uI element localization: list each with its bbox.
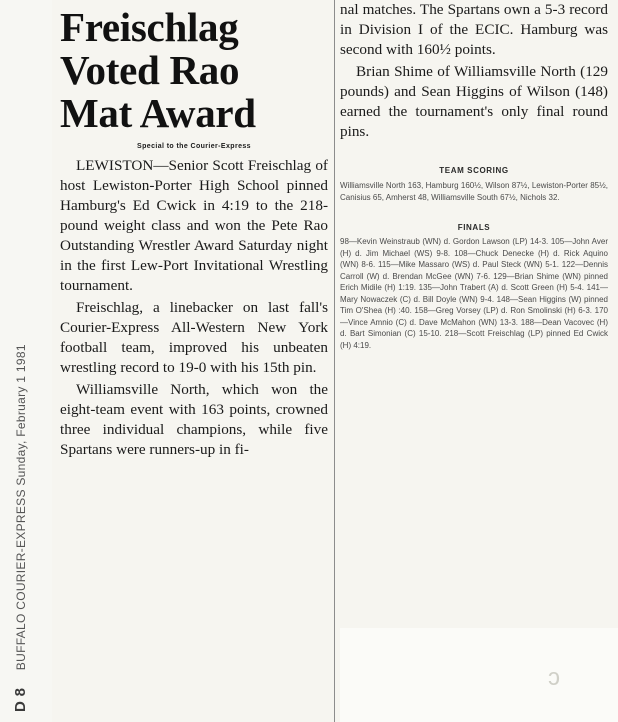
team-scoring-list: Williamsville North 163, Hamburg 160½, Wilson 87½, Lewiston-Porter 85½, Canisius 65, Amherst 48, Williamsville South 67½, Nichols 32. xyxy=(340,181,608,202)
paragraph: nal matches. The Spartans own a 5-3 record in Division I of the ECIC. Hamburg was second with 160½ points. xyxy=(340,1,608,58)
paragraph: Brian Shime of Williamsville North (129 pounds) and Sean Higgins of Wilson (148) earned the tournament's only final round pins. xyxy=(340,63,608,140)
finals-results: 98—Kevin Weinstraub (WN) d. Gordon Lawson (LP) 14-3. 105—John Aver (H) d. Jim Michael (WS) 9-8. 108—Chuck Denecke (H) d. Rick Aquino (WN) 8-6. 115—Mike Massaro (WS) d. Paul Steck (WN) 5-1. 122—Dennis Carroll (W) d. Brendan McGee (WN) 7-6. 129—Brian Shime (WN) pinned Erich Midile (H) 1:19. 135—John Trabert (A) d. Scott Green (H) 5-4. 141—Mary Nowaczek (C) d. Bill Doyle (WN) 9-4. 148—Sean Higgins (W) pinned Tim O'Shea (H) :40. 158—Greg Vorsey (LP) d. Ron Smolinski (H) 6-3. 170—Vince Amnio (C) d. Dave McMahon (WN) 13-3. 188—Dean Vacovec (H) d. Bart Simonian (C) 15-10. 218—Scott Freischlag (LP) pinned Ed Cwick (H) 4:19. xyxy=(340,237,608,350)
blank-paper-area xyxy=(340,628,618,722)
article-left-column xyxy=(60,0,328,722)
headline-line: Freischlag xyxy=(60,4,239,50)
paragraph: Freischlag, a linebacker on last fall's Courier-Express All-Western New York football team, improved his unbeaten wrestling record to 19-0 with his 15th pin. xyxy=(60,299,328,376)
page-number: D 8 xyxy=(12,687,29,712)
folio-line: BUFFALO COURIER-EXPRESS Sunday, February 1 1981 xyxy=(14,344,28,671)
column-rule xyxy=(334,0,335,722)
pen-mark: ɔ xyxy=(548,664,560,691)
folio xyxy=(12,344,29,712)
article-right-column xyxy=(340,0,608,722)
byline-credit: Special to the Courier-Express xyxy=(137,143,251,150)
paragraph: Williamsville North, which won the eight-team event with 163 points, crowned three individual champions, while five Spartans were runners-up in fi- xyxy=(60,381,328,458)
team-scoring-heading: TEAM SCORING xyxy=(439,166,509,175)
headline-line: Mat Award xyxy=(60,90,256,136)
page-margin xyxy=(0,0,52,722)
finals-heading: FINALS xyxy=(457,223,491,232)
article-body-continued xyxy=(340,0,608,142)
headline-line: Voted Rao xyxy=(60,47,240,93)
paragraph: LEWISTON—Senior Scott Freischlag of host Lewiston-Porter High School pinned Hamburg's Ed Cwick in 4:19 to the 218-pound weight class and won the Pete Rao Outstanding Wrestler Award Saturday night in the first Lew-Port Invitational Wrestling tournament. xyxy=(60,157,328,294)
article-body xyxy=(60,156,328,460)
headline xyxy=(60,6,328,135)
